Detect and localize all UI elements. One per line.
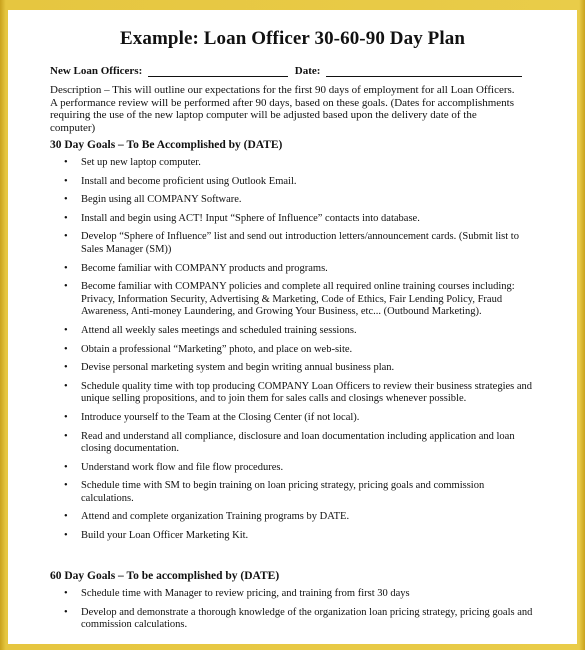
description: Description – This will outline our expectations for the first 90 days of employment for all Loan Officers. A performance review will be performed after 90 days, based on these goals. (Dates for accomplishments requiring the use of the new laptop computer will be adjusted based upon the delivery date of the computer) [50,84,515,134]
bullet-icon: • [64,231,68,243]
list-item-text: Install and begin using ACT! Input “Sphere of Influence” contacts into database. [81,212,420,224]
officers-date-line [50,65,522,77]
bullet-icon: • [64,157,68,168]
bullet-icon: • [64,530,68,542]
list-item [64,281,539,319]
bullet-icon: • [64,588,68,599]
bullet-icon: • [64,324,68,336]
list-item-text: Become familiar with COMPANY products and programs. [81,262,328,274]
section-60-heading: 60 Day Goals – To be accomplished by (DATE) [50,570,280,582]
bullet-icon: • [64,480,68,492]
list-item-text: Schedule time with Manager to review pricing, and training from first 30 days [81,588,410,599]
list-item [64,362,539,375]
bullet-icon: • [64,281,68,293]
list-item-text: Obtain a professional “Marketing” photo, and place on web-site. [81,343,353,355]
bullet-icon: • [64,194,68,206]
list-item-text: Attend and complete organization Training programs by DATE. [81,511,350,523]
list-item [64,194,539,207]
list-item [64,157,539,170]
section-30-heading: 30 Day Goals – To Be Accomplished by (DATE) [50,139,283,151]
list-item-text: Install and become proficient using Outlook Email. [81,175,297,187]
officers-blank [148,65,288,77]
list-item [64,588,539,601]
list-item-text: Schedule quality time with top producing COMPANY Loan Officers to review their business strategies and unique selling propositions, and to join them for sales calls and closings whenever possible. [81,380,533,405]
list-item-text: Build your Loan Officer Marketing Kit. [81,530,249,542]
bullet-icon: • [64,362,68,374]
list-item [64,213,539,226]
bullet-icon: • [64,430,68,442]
list-item [64,462,539,475]
officers-label: New Loan Officers: [50,65,143,77]
bullet-icon: • [64,212,68,224]
list-item [64,231,539,256]
list-item-text: Develop “Sphere of Influence” list and send out introduction letters/announcement cards. (Submit list to Sales Manager (SM)) [81,231,519,255]
bullet-icon: • [64,411,68,423]
bullet-icon: • [64,262,68,274]
list-item [64,263,539,276]
list-item-text: Attend all weekly sales meetings and scheduled training sessions. [81,324,357,336]
list-item-text: Develop and demonstrate a thorough knowledge of the organization loan pricing strategy, pricing goals and commission calculations. [81,606,533,631]
section-60-list [64,588,539,638]
list-item [64,412,539,425]
page-title: Example: Loan Officer 30-60-90 Day Plan [120,28,465,49]
date-label: Date: [294,65,321,77]
bullet-icon: • [64,606,68,618]
list-item [64,511,539,524]
bullet-icon: • [64,175,68,187]
list-item-text: Begin using all COMPANY Software. [81,194,242,206]
list-item-text: Read and understand all compliance, disclosure and loan documentation including application and loan closing documentation. [81,430,515,455]
bullet-icon: • [64,511,68,523]
list-item-text: Introduce yourself to the Team at the Closing Center (if not local). [81,411,360,423]
list-item [64,530,539,543]
list-item [64,431,539,456]
list-item [64,607,539,632]
list-item-text: Set up new laptop computer. [81,157,201,168]
date-blank [326,65,522,77]
list-item-text: Understand work flow and file flow procedures. [81,461,284,473]
document-page [8,10,577,644]
list-item [64,176,539,189]
list-item-text: Devise personal marketing system and begin writing annual business plan. [81,362,395,374]
list-item [64,325,539,338]
list-item [64,480,539,505]
list-item-text: Become familiar with COMPANY policies and complete all required online training courses including: Privacy, Information Security, Advertising & Marketing, Code of Ethics, Fair Lending Policy, Fraud Awareness, Anti-money Laundering, and Growing Your Business, etc... (Outbound Marketing). [81,281,515,318]
list-item [64,344,539,357]
list-item-text: Schedule time with SM to begin training on loan pricing strategy, pricing goals and commission calculations. [81,480,485,504]
bullet-icon: • [64,461,68,473]
bullet-icon: • [64,380,68,392]
section-30-list [64,157,539,549]
bullet-icon: • [64,343,68,355]
list-item [64,381,539,406]
